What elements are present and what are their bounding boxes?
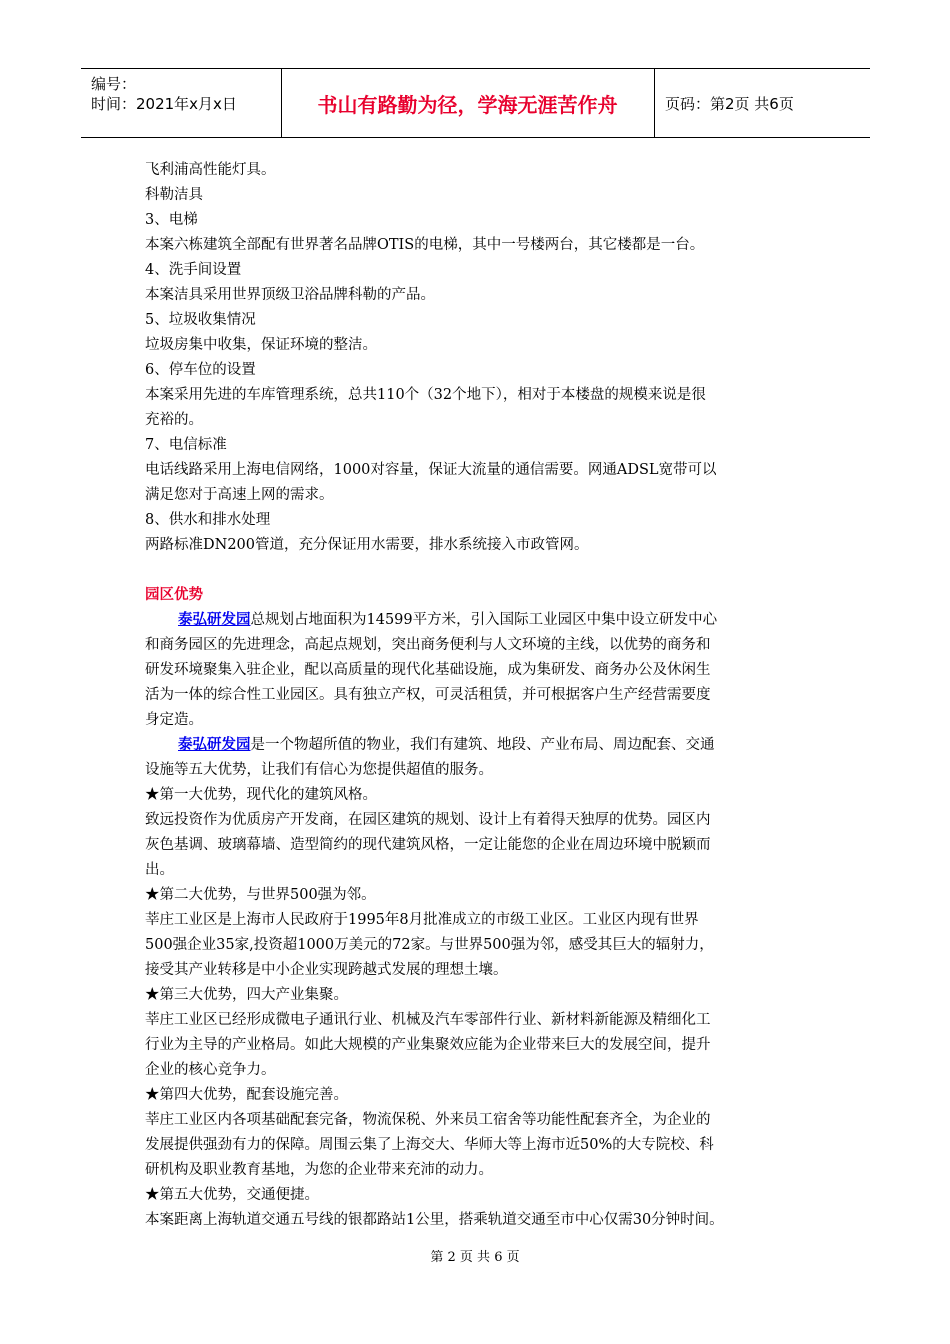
paragraph-line [145, 608, 820, 633]
page-footer: 第 2 页 共 6 页 [430, 1250, 520, 1265]
paragraph-text: 是一个物超所值的物业，我们有建筑、地段、产业布局、周边配套、交通 [250, 737, 715, 753]
text-line: 本案采用先进的车库管理系统，总共110个（32个地下），相对于本楼盘的规模来说是很 [145, 387, 706, 403]
header-meta-cell [81, 69, 282, 137]
paragraph-line: 研发环境聚集入驻企业，配以高质量的现代化基础设施，成为集研发、商务办公及休闲生 [145, 662, 711, 678]
text-line: 本案距离上海轨道交通五号线的银都路站1公里，搭乘轨道交通至市中心仅需30分钟时间。 [145, 1212, 724, 1228]
text-line: 本案洁具采用世界顶级卫浴品牌科勒的产品。 [145, 287, 435, 303]
paragraph-line: 身定造。 [145, 712, 203, 728]
paragraph-line: 设施等五大优势，让我们有信心为您提供超值的服务。 [145, 762, 493, 778]
text-line: 500强企业35家,投资超1000万美元的72家。与世界500强为邻，感受其巨大的辐射力， [145, 937, 714, 953]
text-line: 发展提供强劲有力的保障。周围云集了上海交大、华师大等上海市近50%的大专院校、科 [145, 1137, 714, 1153]
text-line: 出。 [145, 862, 174, 878]
park-link[interactable]: 泰弘研发园 [178, 737, 251, 753]
text-line: 莘庄工业区内各项基础配套完备，物流保税、外来员工宿舍等功能性配套齐全，为企业的 [145, 1112, 711, 1128]
item-heading: 7、电信标准 [145, 437, 227, 453]
paragraph-line: 活为一体的综合性工业园区。具有独立产权，可灵活租赁，并可根据客户生产经营需要度 [145, 687, 711, 703]
text-line: 两路标准DN200管道，充分保证用水需要，排水系统接入市政管网。 [145, 537, 589, 553]
text-line: 本案六栋建筑全部配有世界著名品牌OTIS的电梯，其中一号楼两台，其它楼都是一台。 [145, 237, 705, 253]
paragraph-line: 和商务园区的先进理念，高起点规划，突出商务便利与人文环境的主线，以优势的商务和 [145, 637, 711, 653]
advantage-heading: ★第五大优势，交通便捷。 [145, 1187, 319, 1203]
text-line: 企业的核心竞争力。 [145, 1062, 276, 1078]
document-body [145, 158, 820, 1233]
text-line: 莘庄工业区是上海市人民政府于1995年8月批准成立的市级工业区。工业区内现有世界 [145, 912, 699, 928]
park-link[interactable]: 泰弘研发园 [178, 612, 251, 628]
document-number-label: 编号： [91, 75, 137, 93]
advantage-heading: ★第四大优势，配套设施完善。 [145, 1087, 348, 1103]
text-line: 研机构及职业教育基地，为您的企业带来充沛的动力。 [145, 1162, 493, 1178]
document-time-label: 时间：2021年x月x日 [91, 95, 237, 113]
text-line: 充裕的。 [145, 412, 203, 428]
text-line: 垃圾房集中收集，保证环境的整洁。 [145, 337, 377, 353]
text-line: 飞利浦高性能灯具。 [145, 162, 276, 178]
text-line: 行业为主导的产业格局。如此大规模的产业集聚效应能为企业带来巨大的发展空间，提升 [145, 1037, 711, 1053]
text-line: 电话线路采用上海电信网络，1000对容量，保证大流量的通信需要。网通ADSL宽带可以 [145, 462, 717, 478]
text-line: 科勒洁具 [145, 187, 203, 203]
item-heading: 4、洗手间设置 [145, 262, 242, 278]
text-line: 接受其产业转移是中小企业实现跨越式发展的理想土壤。 [145, 962, 508, 978]
item-heading: 5、垃圾收集情况 [145, 312, 256, 328]
text-line: 莘庄工业区已经形成微电子通讯行业、机械及汽车零部件行业、新材料新能源及精细化工 [145, 1012, 711, 1028]
spacer [145, 558, 820, 583]
advantage-heading: ★第三大优势，四大产业集聚。 [145, 987, 348, 1003]
header-motto: 书山有路勤为径，学海无涯苦作舟 [281, 69, 655, 137]
section-title: 园区优势 [145, 587, 203, 603]
header-page-info: 页码：第2页 共6页 [665, 94, 794, 113]
text-line: 灰色基调、玻璃幕墙、造型简约的现代建筑风格，一定让能您的企业在周边环境中脱颖而 [145, 837, 711, 853]
text-line: 致远投资作为优质房产开发商，在园区建筑的规划、设计上有着得天独厚的优势。园区内 [145, 812, 711, 828]
text-line: 满足您对于高速上网的需求。 [145, 487, 334, 503]
item-heading: 8、供水和排水处理 [145, 512, 271, 528]
item-heading: 6、停车位的设置 [145, 362, 256, 378]
advantage-heading: ★第二大优势，与世界500强为邻。 [145, 887, 376, 903]
paragraph-text: 总规划占地面积为14599平方米，引入国际工业园区中集中设立研发中心 [250, 612, 718, 628]
page-header [81, 68, 870, 138]
paragraph-line [145, 733, 820, 758]
item-heading: 3、电梯 [145, 212, 198, 228]
advantage-heading: ★第一大优势，现代化的建筑风格。 [145, 787, 377, 803]
